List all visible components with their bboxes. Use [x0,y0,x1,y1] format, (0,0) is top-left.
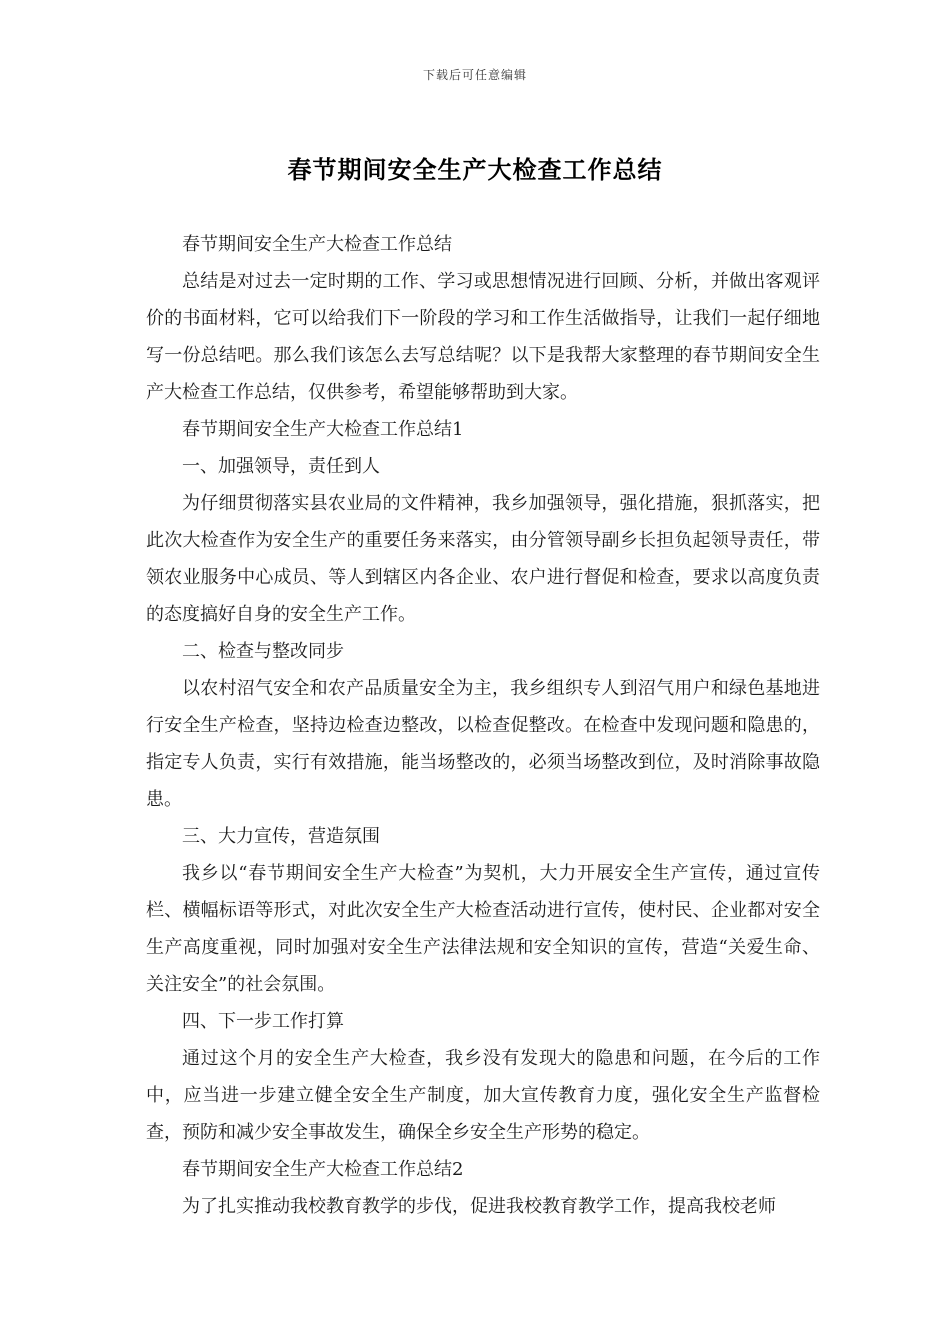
paragraph-subtitle: 春节期间安全生产大检查工作总结 [182,234,452,255]
section-heading-next-steps: 四、下一步工作打算 [182,1011,344,1032]
section-heading-summary-2: 春节期间安全生产大检查工作总结2 [182,1159,464,1180]
header-note: 下载后可任意编辑 [422,68,527,82]
section-heading-summary-1: 春节期间安全生产大检查工作总结1 [182,419,464,440]
paragraph-leadership: 为仔细贯彻落实县农业局的文件精神，我乡加强领导，强化措施，狠抓落实，把此次大检查作为安全生产的重要任务来落实，由分管领导副乡长担负起领导责任，带领农业服务中心成员、等人到辖区内各企业、农户进行督促和检查，要求以高度负责的态度搞好自身的安全生产工作。 [146,493,820,625]
paragraph-school: 为了扎实推动我校教育教学的步伐，促进我校教育教学工作，提高我校老师 [182,1196,776,1217]
paragraph-intro: 总结是对过去一定时期的工作、学习或思想情况进行回顾、分析，并做出客观评价的书面材料，它可以给我们下一阶段的学习和工作生活做指导，让我们一起仔细地写一份总结吧。那么我们该怎么去写总结呢？以下是我帮大家整理的春节期间安全生产大检查工作总结，仅供参考，希望能够帮助到大家。 [146,271,820,403]
paragraph-publicity: 我乡以“春节期间安全生产大检查”为契机，大力开展安全生产宣传，通过宣传栏、横幅标语等形式，对此次安全生产大检查活动进行宣传，使村民、企业都对安全生产高度重视，同时加强对安全生产法律法规和安全知识的宣传，营造“关爱生命、关注安全”的社会氛围。 [146,863,820,995]
section-heading-publicity: 三、大力宣传，营造氛围 [182,826,380,847]
section-heading-inspection: 二、检查与整改同步 [182,641,344,662]
section-heading-leadership: 一、加强领导，责任到人 [182,456,380,477]
paragraph-inspection: 以农村沼气安全和农产品质量安全为主，我乡组织专人到沼气用户和绿色基地进行安全生产检查，坚持边检查边整改，以检查促整改。在检查中发现问题和隐患的，指定专人负责，实行有效措施，能当场整改的，必须当场整改到位，及时消除事故隐患。 [146,678,820,810]
paragraph-next-steps: 通过这个月的安全生产大检查，我乡没有发现大的隐患和问题，在今后的工作中，应当进一步建立健全安全生产制度，加大宣传教育力度，强化安全生产监督检查，预防和减少安全事故发生，确保全乡安全生产形势的稳定。 [146,1048,820,1143]
document-title: 春节期间安全生产大检查工作总结 [287,155,663,184]
document-body [146,226,820,1225]
